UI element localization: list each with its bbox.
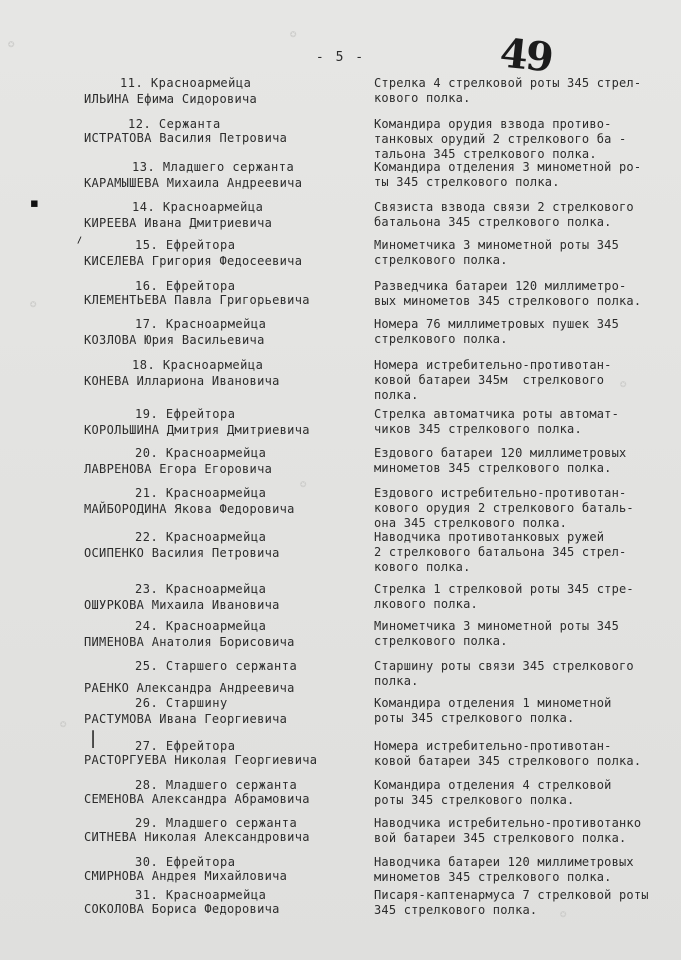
entry-description: Стрелка автоматчика роты автомат- чиков 345 стрелкового полка. [374, 407, 620, 436]
entry-description: Связиста взвода связи 2 стрелкового батальона 345 стрелкового полка. [374, 200, 634, 229]
watermark: ✪ [618, 378, 629, 391]
entry-rank: 22. Красноармейца [135, 530, 267, 544]
entry-rank: 27. Ефрейтора [135, 739, 236, 753]
entry-name: ЛАВРЕНОВА Егора Егоровича [84, 462, 273, 476]
entry-name: СЕМЕНОВА Александра Абрамовича [84, 792, 310, 806]
watermark: ✪ [298, 478, 309, 491]
entry-rank: 25. Старшего сержанта [135, 659, 298, 673]
entry-description: Командира отделения 4 стрелковой роты 345 стрелкового полка. [374, 778, 612, 807]
entry-name: РАСТУМОВА Ивана Георгиевича [84, 712, 288, 726]
entry-name: СИТНЕВА Николая Александровича [84, 830, 310, 844]
entry-rank: 15. Ефрейтора [135, 238, 236, 252]
entry-name: КИСЕЛЕВА Григория Федосеевича [84, 254, 303, 268]
watermark: ✪ [6, 38, 17, 51]
entry-description: Стрелка 4 стрелковой роты 345 стрел- кового полка. [374, 76, 642, 105]
entry-rank: 31. Красноармейца [135, 888, 267, 902]
entry-rank: 26. Старшину [135, 696, 228, 710]
entry-rank: 24. Красноармейца [135, 619, 267, 633]
entry-rank: 20. Красноармейца [135, 446, 267, 460]
entry-rank: 19. Ефрейтора [135, 407, 236, 421]
entry-description: Номера истребительно-противотан- ковой батареи 345 стрелкового полка. [374, 739, 642, 768]
entry-rank: 28. Младшего сержанта [135, 778, 298, 792]
watermark: ✪ [28, 298, 39, 311]
entry-name: КОЗЛОВА Юрия Васильевича [84, 333, 265, 347]
entry-description: Минометчика 3 минометной роты 345 стрелкового полка. [374, 619, 620, 648]
entry-name: СМИРНОВА Андрея Михайловича [84, 869, 288, 883]
handwritten-folio-number: 49 [497, 29, 554, 82]
entry-name: КИРЕЕВА Ивана Дмитриевича [84, 216, 273, 230]
entry-description: Командира отделения 1 минометной роты 345 стрелкового полка. [374, 696, 612, 725]
watermark: ✪ [58, 718, 69, 731]
entry-rank: 18. Красноармейца [132, 358, 264, 372]
entry-name: ОСИПЕНКО Василия Петровича [84, 546, 280, 560]
entry-description: Разведчика батареи 120 миллиметро- вых минометов 345 стрелкового полка. [374, 279, 642, 308]
entry-description: Старшину роты связи 345 стрелкового полка. [374, 659, 634, 688]
entry-description: Наводчика истребительно-противотанко вой батареи 345 стрелкового полка. [374, 816, 642, 845]
entry-description: Минометчика 3 минометной роты 345 стрелкового полка. [374, 238, 620, 267]
entry-description: Стрелка 1 стрелковой роты 345 стре- лкового полка. [374, 582, 634, 611]
entry-description: Ездового истребительно-противотан- кового орудия 2 стрелкового баталь- она 345 стрелкового полка. [374, 486, 634, 530]
entry-rank: 29. Младшего сержанта [135, 816, 298, 830]
entry-rank: 13. Младшего сержанта [132, 160, 295, 174]
entry-name: ИСТРАТОВА Василия Петровича [84, 131, 288, 145]
page-number: - 5 - [315, 50, 366, 65]
entry-name: МАЙБОРОДИНА Якова Федоровича [84, 502, 295, 516]
ink-stroke: | [90, 728, 97, 749]
entry-rank: 11. Красноармейца [120, 76, 252, 90]
ink-mark: ▪ [30, 196, 39, 211]
ink-stroke: ⸝ [71, 226, 86, 247]
entry-name: КАРАМЫШЕВА Михаила Андреевича [84, 176, 303, 190]
entry-rank: 17. Красноармейца [135, 317, 267, 331]
entry-description: Номера 76 миллиметровых пушек 345 стрелкового полка. [374, 317, 620, 346]
entry-description: Ездового батареи 120 миллиметровых минометов 345 стрелкового полка. [374, 446, 627, 475]
entry-name: СОКОЛОВА Бориса Федоровича [84, 902, 280, 916]
entry-name: КОРОЛЬШИНА Дмитрия Дмитриевича [84, 423, 310, 437]
entry-description: Номера истребительно-противотан- ковой батареи 345м стрелкового полка. [374, 358, 612, 402]
entry-name: РАЕНКО Александра Андреевича [84, 681, 295, 695]
entry-description: Писаря-каптенармуса 7 стрелковой роты 345 стрелкового полка. [374, 888, 649, 917]
entry-rank: 12. Сержанта [128, 117, 221, 131]
entry-rank: 23. Красноармейца [135, 582, 267, 596]
entry-name: КОНЕВА Иллариона Ивановича [84, 374, 280, 388]
entry-rank: 21. Красноармейца [135, 486, 267, 500]
entry-description: Командира отделения 3 минометной ро- ты 345 стрелкового полка. [374, 160, 642, 189]
entry-rank: 16. Ефрейтора [135, 279, 236, 293]
watermark: ✪ [288, 28, 299, 41]
entry-rank: 30. Ефрейтора [135, 855, 236, 869]
entry-name: ОШУРКОВА Михаила Ивановича [84, 598, 280, 612]
watermark: ✪ [558, 908, 569, 921]
entry-name: КЛЕМЕНТЬЕВА Павла Григорьевича [84, 293, 310, 307]
entry-name: ИЛЬИНА Ефима Сидоровича [84, 92, 258, 106]
entry-rank: 14. Красноармейца [132, 200, 264, 214]
entry-description: Командира орудия взвода противо- танковых орудий 2 стрелкового ба - тальона 345 стрелкового полка. [374, 117, 627, 161]
entry-description: Наводчика противотанковых ружей 2 стрелкового батальона 345 стрел- кового полка. [374, 530, 627, 574]
entry-name: ПИМЕНОВА Анатолия Борисовича [84, 635, 295, 649]
entry-name: РАСТОРГУЕВА Николая Георгиевича [84, 753, 318, 767]
entry-description: Наводчика батареи 120 миллиметровых минометов 345 стрелкового полка. [374, 855, 634, 884]
